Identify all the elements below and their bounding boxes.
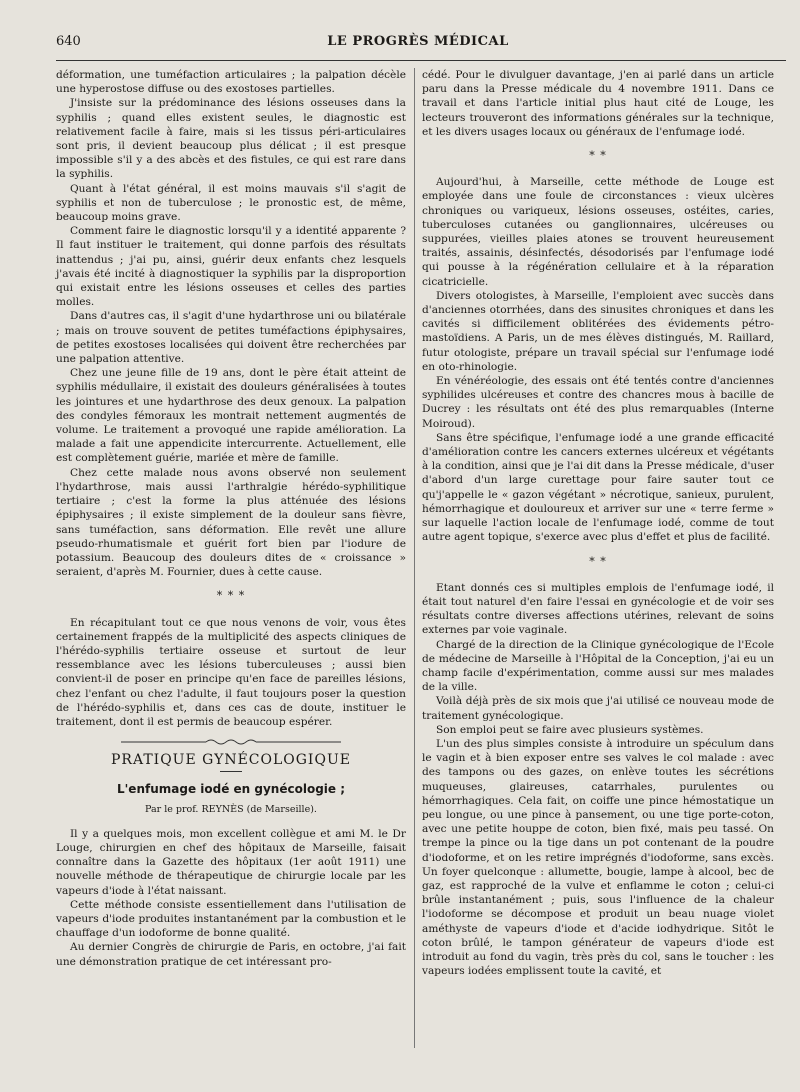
paragraph: Divers otologistes, à Marseille, l'emploient avec succès dans d'anciennes otorrhées, dans des sinusites chroniques et dans les cavités si difficilement oblitérées des évidements pétro-mastoïdiens. A Paris, un de mes élèves distingués, M. Raillard, futur otologiste, prépare un travail spécial sur l'enfumage iodé en oto-rhinologie. — [422, 289, 774, 373]
section-title: PRATIQUE GYNÉCOLOGIQUE — [111, 752, 351, 769]
paragraph: Sans être spécifique, l'enfumage iodé a une grande efficacité d'amélioration contre les cancers externes ulcéreux et végétants à la condition, ainsi que je l'ai dit dans la Presse médicale, d'user d'abord d'un large curettage pour faire sauter tout ce qu'j'appelle le « gazon végétant » nécrotique, sanieux, purulent, hémorrhagique et douloureux et arriver sur une « terre ferme » sur laquelle l'action locale de l'enfumage iodé, comme de tout autre agent topique, s'exerce avec plus d'effet et plus de facilité. — [422, 431, 774, 544]
paragraph: Chez une jeune fille de 19 ans, dont le père était atteint de syphilis médullaire, il existait des douleurs généralisées à toutes les jointures et une hydarthrose des deux genoux. La palpation des condyles fémoraux les montrait nettement augmentés de volume. Le traitement a provoqué une rapide amélioration. La malade a fait une appendicite intercurrente. Actuellement, elle est complètement guérie, mariée et mère de famille. — [56, 367, 406, 465]
paragraph: Comment faire le diagnostic lorsqu'il y a identité apparente ? Il faut instituer le traitement, qui donne parfois des résultats inattendus ; j'ai pu, ainsi, guérir deux enfants chez lesquels j'avais été incité à diagnostiquer la syphilis par la disproportion qui existait entre les lésions osseuses et celles des parties molles. — [56, 225, 406, 309]
paragraph: cédé. Pour le divulguer davantage, j'en ai parlé dans un article paru dans la Presse médicale du 4 novembre 1911. Dans ce travail et dans l'article initial plus haut cité de Louge, les lecteurs trouveront des informations générales sur la technique, et les divers usages locaux ou généraux de l'enfumage iodé. — [422, 69, 774, 138]
journal-title: LE PROGRÈS MÉDICAL — [327, 34, 509, 49]
page-number: 640 — [56, 34, 81, 49]
paragraph: En vénéréologie, des essais ont été tentés contre d'anciennes syphilides ulcéreuses et contre des chancres mous à bacille de Ducrey : les résultats ont été des plus remarquables (Interne Moiroud). — [422, 375, 774, 430]
paragraph: Aujourd'hui, à Marseille, cette méthode de Louge est employée dans une foule de circonstances : vieux ulcères chroniques ou variqueux, lésions osseuses, ostéites, caries, tuberculoses cutanées ou ganglionnaires, ulcéreuses ou suppurées, vieilles plaies atones se trouvent heureusement traités, assainis, désinfectés, désodorisés par l'enfumage iodé qui pousse à la régénération cellulaire et à la réparation cicatricielle. — [422, 176, 774, 288]
paragraph: Dans d'autres cas, il s'agit d'une hydarthrose uni ou bilatérale ; mais on trouve souvent de petites tuméfactions épiphysaires, de petites exostoses localisées qui doivent être recherchées par une palpation attentive. — [56, 310, 406, 366]
paragraph: Voilà déjà près de six mois que j'ai utilisé ce nouveau mode de traitement gynécologique. — [422, 695, 774, 722]
paragraph: Quant à l'état général, il est moins mauvais s'il s'agit de syphilis et non de tuberculose ; le pronostic est, de même, beaucoup moins grave. — [56, 182, 406, 224]
ornamental-rule — [56, 737, 406, 747]
paragraph: Etant donnés ces si multiples emplois de l'enfumage iodé, il était tout naturel d'en faire l'essai en gynécologie et de voir ses résultats contre diverses affections utérines, relevant de soins externes par voie vaginale. — [422, 581, 774, 637]
byline: Par le prof. REYNÈS (de Marseille). — [145, 803, 317, 815]
paragraph: Chargé de la direction de la Clinique gynécologique de l'Ecole de médecine de Marseille à l'Hôpital de la Conception, j'ai eu un champ facile d'expérimentation, comme aussi sur mes malades de la ville. — [422, 638, 774, 694]
paragraph: En récapitulant tout ce que nous venons de voir, vous êtes certainement frappés de la multiplicité des aspects cliniques de l'hérédo-syphilis tertiaire osseuse et surtout de leur ressemblance avec les lésions tuberculeuses ; aussi bien convient-il de poser en principe qu'en face de pareilles lésions, chez l'enfant ou chez l'adulte, il faut toujours poser la question de l'hérédo-syphilis et, dans ces cas de doute, instituer le traitement, dont il est permis de beaucoup espérer. — [56, 616, 406, 728]
left-column — [56, 68, 406, 969]
title-rule — [220, 771, 242, 772]
paragraph: Il y a quelques mois, mon excellent collègue et ami M. le Dr Louge, chirurgien en chef des hôpitaux de Marseille, faisait connaître dans la Gazette des hôpitaux (1er août 1911) une nouvelle méthode de thérapeutique de chirurgie locale par les vapeurs d'iode à l'état naissant. — [56, 827, 406, 897]
paragraph: Chez cette malade nous avons observé non seulement l'hydarthrose, mais aussi l'arthralgie hérédo-syphilitique tertiaire ; c'est la forme la plus atténuée des lésions épiphysaires ; il existe simplement de la douleur sans fièvre, sans tuméfaction, sans déformation. Elle revêt une allure pseudo-rhumatismale et guérit fort bien par l'iodure de potassium. Beaucoup des douleurs dites de « croissance » seraient, d'après M. Fournier, dues à cette cause. — [56, 466, 406, 579]
column-divider — [414, 68, 415, 1048]
section-stars: * * * — [216, 589, 246, 603]
section-stars: * * — [589, 149, 607, 163]
paragraph: déformation, une tuméfaction articulaires ; la palpation décèle une hyperostose diffuse ou des exostoses partielles. — [56, 69, 406, 96]
paragraph: Au dernier Congrès de chirurgie de Paris, en octobre, j'ai fait une démonstration pratique de cet intéressant pro- — [56, 941, 406, 968]
paragraph: Son emploi peut se faire avec plusieurs systèmes. — [436, 723, 704, 736]
article-title: L'enfumage iodé en gynécologie ; — [116, 782, 346, 797]
right-column — [422, 68, 774, 978]
page-header — [56, 34, 780, 54]
paragraph: L'un des plus simples consiste à introduire un spéculum dans le vagin et à bien exposer entre ses valves le col malade : avec des tampons ou des gazes, on enlève toutes les sécrétions muqueuses, glaireuses, catarrhales, purulentes ou hémorrhagiques. Cela fait, on coiffe une pince hémostatique un peu longue, ou une pince à pansement, ou une tige porte-coton, avec une petite houppe de coton, bien fixé, mais peu tassé. On trempe la pince ou la tige dans un pot contenant de la poudre d'iodoforme, et on les retire imprégnés d'iodoforme, sans excès. Un foyer quelconque : allumette, bougie, lampe à alcool, bec de gaz, est rapproché de la vulve et enflamme le coton ; celui-ci brûle instantanément ; puis, sous l'influence de la chaleur l'iodoforme se décompose et produit un beau nuage violet améthyste de vapeurs d'iode et d'acide iodhydrique. Sitôt le coton brûlé, le tampon générateur de vapeurs d'iode est introduit au fond du vagin, très près du col, sans le toucher : les vapeurs iodées emplissent toute la cavité, et — [422, 737, 774, 978]
paragraph: Cette méthode consiste essentiellement dans l'utilisation de vapeurs d'iode produites instantanément par la combustion et le chauffage d'un iodoforme de bonne qualité. — [56, 898, 406, 940]
paragraph: J'insiste sur la prédominance des lésions osseuses dans la syphilis ; quand elles existent seules, le diagnostic est relativement facile à faire, mais si les tissus péri-articulaires sont pris, il devient beaucoup plus délicat ; il est presque impossible s'il y a des abcès et des fistules, ce qui est rare dans la syphilis. — [56, 97, 406, 181]
header-rule — [56, 60, 786, 61]
section-stars: * * — [589, 554, 607, 568]
